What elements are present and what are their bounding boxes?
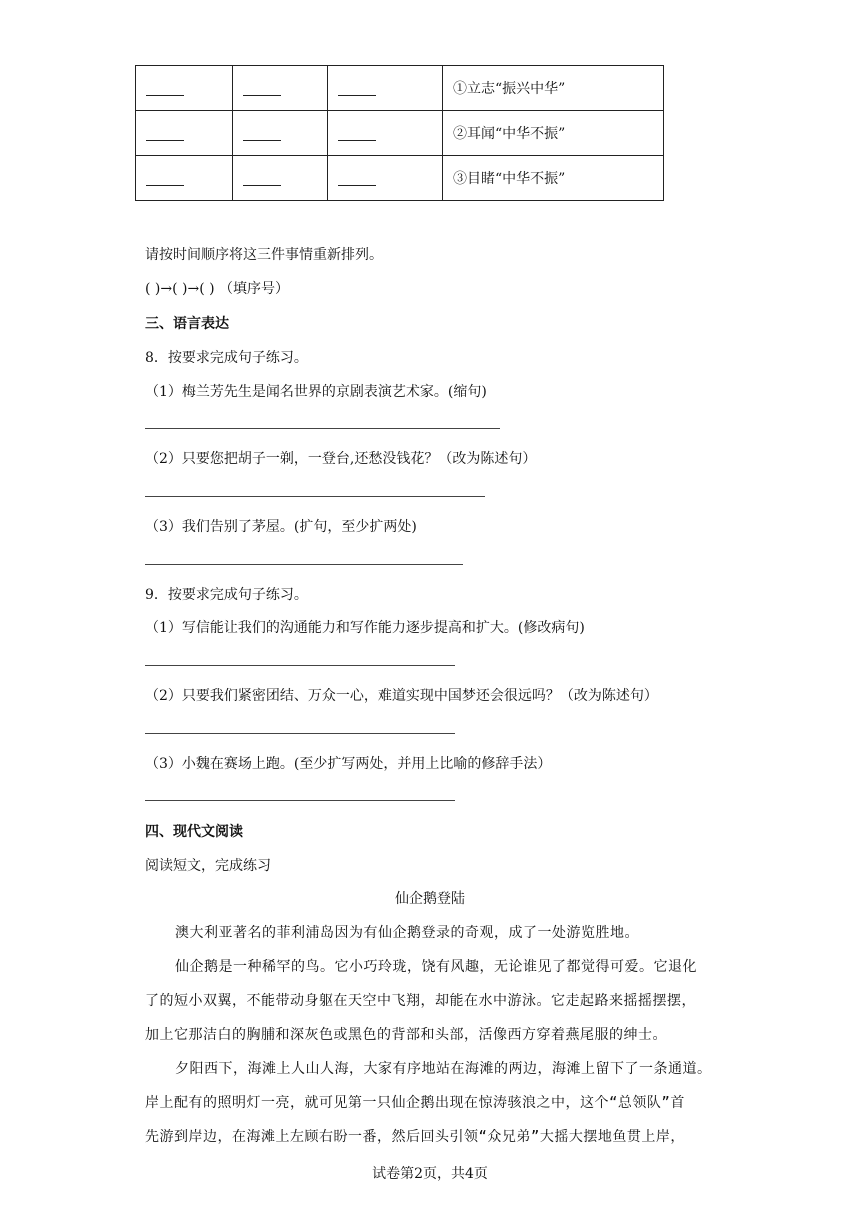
blank-line <box>146 81 184 96</box>
blank-line <box>243 171 281 186</box>
answer-line[interactable] <box>145 800 455 801</box>
answer-line[interactable] <box>145 496 485 497</box>
answer-line[interactable] <box>145 564 463 565</box>
question-item: （3）小魏在赛场上跑。(至少扩写两处，并用上比喻的修辞手法） <box>145 756 552 772</box>
blank-cell[interactable] <box>328 66 443 111</box>
event-cell: ③目睹“中华不振” <box>443 156 664 201</box>
article-line: 加上它那洁白的胸脯和深灰色或黑色的背部和头部，活像西方穿着燕尾服的绅士。 <box>145 1027 667 1043</box>
order-instruction: 请按时间顺序将这三件事情重新排列。 <box>145 247 383 263</box>
article-line: 夕阳西下，海滩上人山人海，大家有序地站在海滩的两边，海滩上留下了一条通道。 <box>175 1061 712 1077</box>
blank-cell[interactable] <box>328 156 443 201</box>
section-heading: 四、现代文阅读 <box>145 824 243 840</box>
blank-cell[interactable] <box>136 111 233 156</box>
blank-line <box>338 126 376 141</box>
answer-line[interactable] <box>145 733 455 734</box>
question-stem: 8．按要求完成句子练习。 <box>145 350 308 366</box>
blank-line <box>338 171 376 186</box>
question-item: （2）只要我们紧密团结、万众一心，难道实现中国梦还会很远吗？（改为陈述句） <box>145 688 658 704</box>
question-item: （3）我们告别了茅屋。(扩句，至少扩两处) <box>145 519 417 535</box>
article-title: 仙企鹅登陆 <box>395 891 465 907</box>
order-answer-template[interactable]: ( )→( )→( ) （填序号） <box>145 281 290 297</box>
answer-line[interactable] <box>145 428 500 429</box>
blank-line <box>243 126 281 141</box>
event-cell: ②耳闻“中华不振” <box>443 111 664 156</box>
section-heading: 三、语言表达 <box>145 316 229 332</box>
question-stem: 9．按要求完成句子练习。 <box>145 587 308 603</box>
blank-cell[interactable] <box>233 66 328 111</box>
blank-cell[interactable] <box>233 156 328 201</box>
reading-instruction: 阅读短文，完成练习 <box>145 858 271 874</box>
blank-cell[interactable] <box>136 66 233 111</box>
blank-cell[interactable] <box>136 156 233 201</box>
blank-line <box>338 81 376 96</box>
blank-cell[interactable] <box>233 111 328 156</box>
question-item: （1）梅兰芳先生是闻名世界的京剧表演艺术家。(缩句) <box>145 384 487 400</box>
question-item: （1）写信能让我们的沟通能力和写作能力逐步提高和扩大。(修改病句) <box>145 620 585 636</box>
table-row <box>136 156 664 201</box>
event-cell: ①立志“振兴中华” <box>443 66 664 111</box>
blank-line <box>146 126 184 141</box>
article-line: 了的短小双翼，不能带动身躯在天空中飞翔，却能在水中游泳。它走起路来摇摇摆摆， <box>145 993 696 1009</box>
article-line: 岸上配有的照明灯一亮，就可见第一只仙企鹅出现在惊涛骇浪之中，这个“总领队”首 <box>145 1095 685 1111</box>
events-table <box>135 65 664 201</box>
article-line: 仙企鹅是一种稀罕的鸟。它小巧玲珑，饶有风趣，无论谁见了都觉得可爱。它退化 <box>175 959 697 975</box>
blank-cell[interactable] <box>328 111 443 156</box>
blank-line <box>243 81 281 96</box>
table-row <box>136 111 664 156</box>
answer-line[interactable] <box>145 665 455 666</box>
question-item: （2）只要您把胡子一剃，一登台,还愁没钱花？（改为陈述句） <box>145 451 537 467</box>
table-row <box>136 66 664 111</box>
article-line: 澳大利亚著名的菲利浦岛因为有仙企鹅登录的奇观，成了一处游览胜地。 <box>175 925 639 941</box>
article-line: 先游到岸边，在海滩上左顾右盼一番，然后回头引领“众兄弟”大摇大摆地鱼贯上岸， <box>145 1129 685 1145</box>
blank-line <box>146 171 184 186</box>
page-footer: 试卷第2页，共4页 <box>372 1166 488 1182</box>
